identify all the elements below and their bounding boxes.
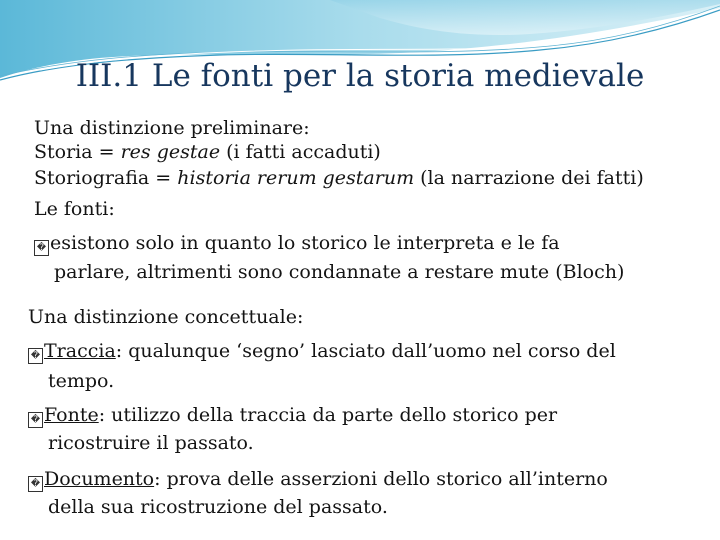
line-tempo: tempo. <box>48 370 115 392</box>
text-span: Storiografia = <box>34 167 178 189</box>
line-ricostruzione: della sua ricostruzione del passato. <box>48 496 388 518</box>
text-span: (i fatti accaduti) <box>220 141 381 163</box>
line-le-fonti: Le fonti: <box>34 198 115 220</box>
text-span: (la narrazione dei fatti) <box>414 167 644 189</box>
bullet-esistono <box>34 231 560 256</box>
missing-glyph-icon: � <box>34 240 49 256</box>
line-storia <box>34 140 381 164</box>
slide-title: III.1 Le fonti per la storia medievale <box>75 58 645 94</box>
line-distinzione-preliminare: Una distinzione preliminare: <box>34 117 310 139</box>
text-span: Storia = <box>34 141 121 163</box>
missing-glyph-icon: � <box>28 348 43 364</box>
italic-term: historia rerum gestarum <box>177 167 415 189</box>
text-span: : utilizzo della traccia da parte dello storico per <box>98 404 558 426</box>
missing-glyph-icon: � <box>28 476 43 492</box>
bullet-traccia <box>28 339 616 364</box>
term-fonte: Fonte <box>44 404 99 426</box>
text-span: : prova delle asserzioni dello storico all’interno <box>154 468 608 490</box>
line-ricostruire: ricostruire il passato. <box>48 432 254 454</box>
line-bloch: parlare, altrimenti sono condannate a restare mute (Bloch) <box>54 261 625 283</box>
text-span: : qualunque ‘segno’ lasciato dall’uomo nel corso del <box>115 340 616 362</box>
line-storiografia <box>34 166 644 190</box>
text-span: esistono solo in quanto lo storico le interpreta e le fa <box>50 232 560 254</box>
missing-glyph-icon: � <box>28 412 43 428</box>
term-documento: Documento <box>44 468 155 490</box>
bullet-documento <box>28 467 608 492</box>
line-distinzione-concettuale: Una distinzione concettuale: <box>28 306 304 328</box>
term-traccia: Traccia <box>44 340 116 362</box>
italic-term: res gestae <box>120 141 221 163</box>
bullet-fonte <box>28 403 557 428</box>
